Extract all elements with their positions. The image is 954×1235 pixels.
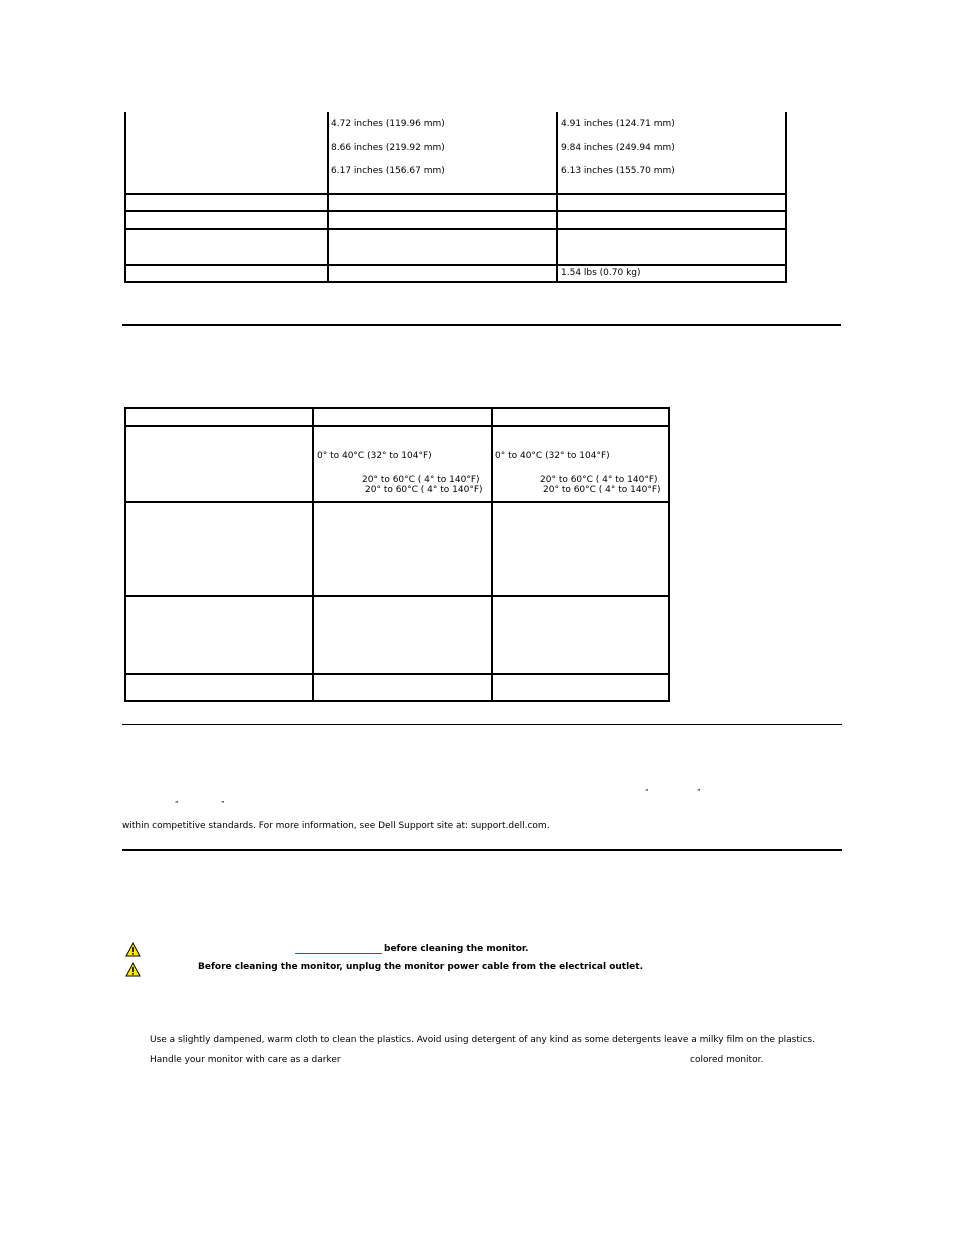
depth-value-col2: 6.17 inches (156.67 mm) xyxy=(331,166,445,176)
cleaning-step-2-end: colored monitor. xyxy=(690,1055,764,1065)
quote-close: ” xyxy=(697,788,701,796)
cleaning-step-2-start: Handle your monitor with care as a darker xyxy=(150,1055,341,1065)
cleaning-step-1: Use a slightly dampened, warm cloth to clean the plastics. Avoid using detergent of any kind as some detergents leave a milky film on the plastics. xyxy=(150,1035,815,1045)
weight-value-col3: 1.54 lbs (0.70 kg) xyxy=(561,268,641,278)
caution-text-2: Before cleaning the monitor, unplug the monitor power cable from the electrical outlet. xyxy=(198,962,644,972)
caution-text-1: before cleaning the monitor. xyxy=(384,944,529,954)
quote-open: “ xyxy=(645,788,649,796)
quality-policy-text: within competitive standards. For more information, see Dell Support site at: support.dell.com. xyxy=(122,821,550,831)
nonoperating-temp-col3-b: 20° to 60°C ( 4° to 140°F) xyxy=(543,485,661,495)
section-divider xyxy=(122,724,842,725)
nonoperating-temp-col2-a: 20° to 60°C ( 4° to 140°F) xyxy=(362,475,480,485)
height-value-col3: 4.91 inches (124.71 mm) xyxy=(561,119,675,129)
caution-icon xyxy=(125,942,141,957)
safety-instructions-link[interactable] xyxy=(295,953,382,954)
depth-value-col3: 6.13 inches (155.70 mm) xyxy=(561,166,675,176)
caution-icon xyxy=(125,962,141,977)
section-divider xyxy=(122,849,842,851)
quote-close: ” xyxy=(221,800,225,808)
operating-temp-col3: 0° to 40°C (32° to 104°F) xyxy=(495,451,610,461)
nonoperating-temp-col3-a: 20° to 60°C ( 4° to 140°F) xyxy=(540,475,658,485)
operating-temp-col2: 0° to 40°C (32° to 104°F) xyxy=(317,451,432,461)
quote-open: “ xyxy=(175,800,179,808)
nonoperating-temp-col2-b: 20° to 60°C ( 4° to 140°F) xyxy=(365,485,483,495)
dimensions-table xyxy=(124,112,787,283)
section-divider xyxy=(122,324,841,326)
width-value-col2: 8.66 inches (219.92 mm) xyxy=(331,143,445,153)
height-value-col2: 4.72 inches (119.96 mm) xyxy=(331,119,445,129)
width-value-col3: 9.84 inches (249.94 mm) xyxy=(561,143,675,153)
